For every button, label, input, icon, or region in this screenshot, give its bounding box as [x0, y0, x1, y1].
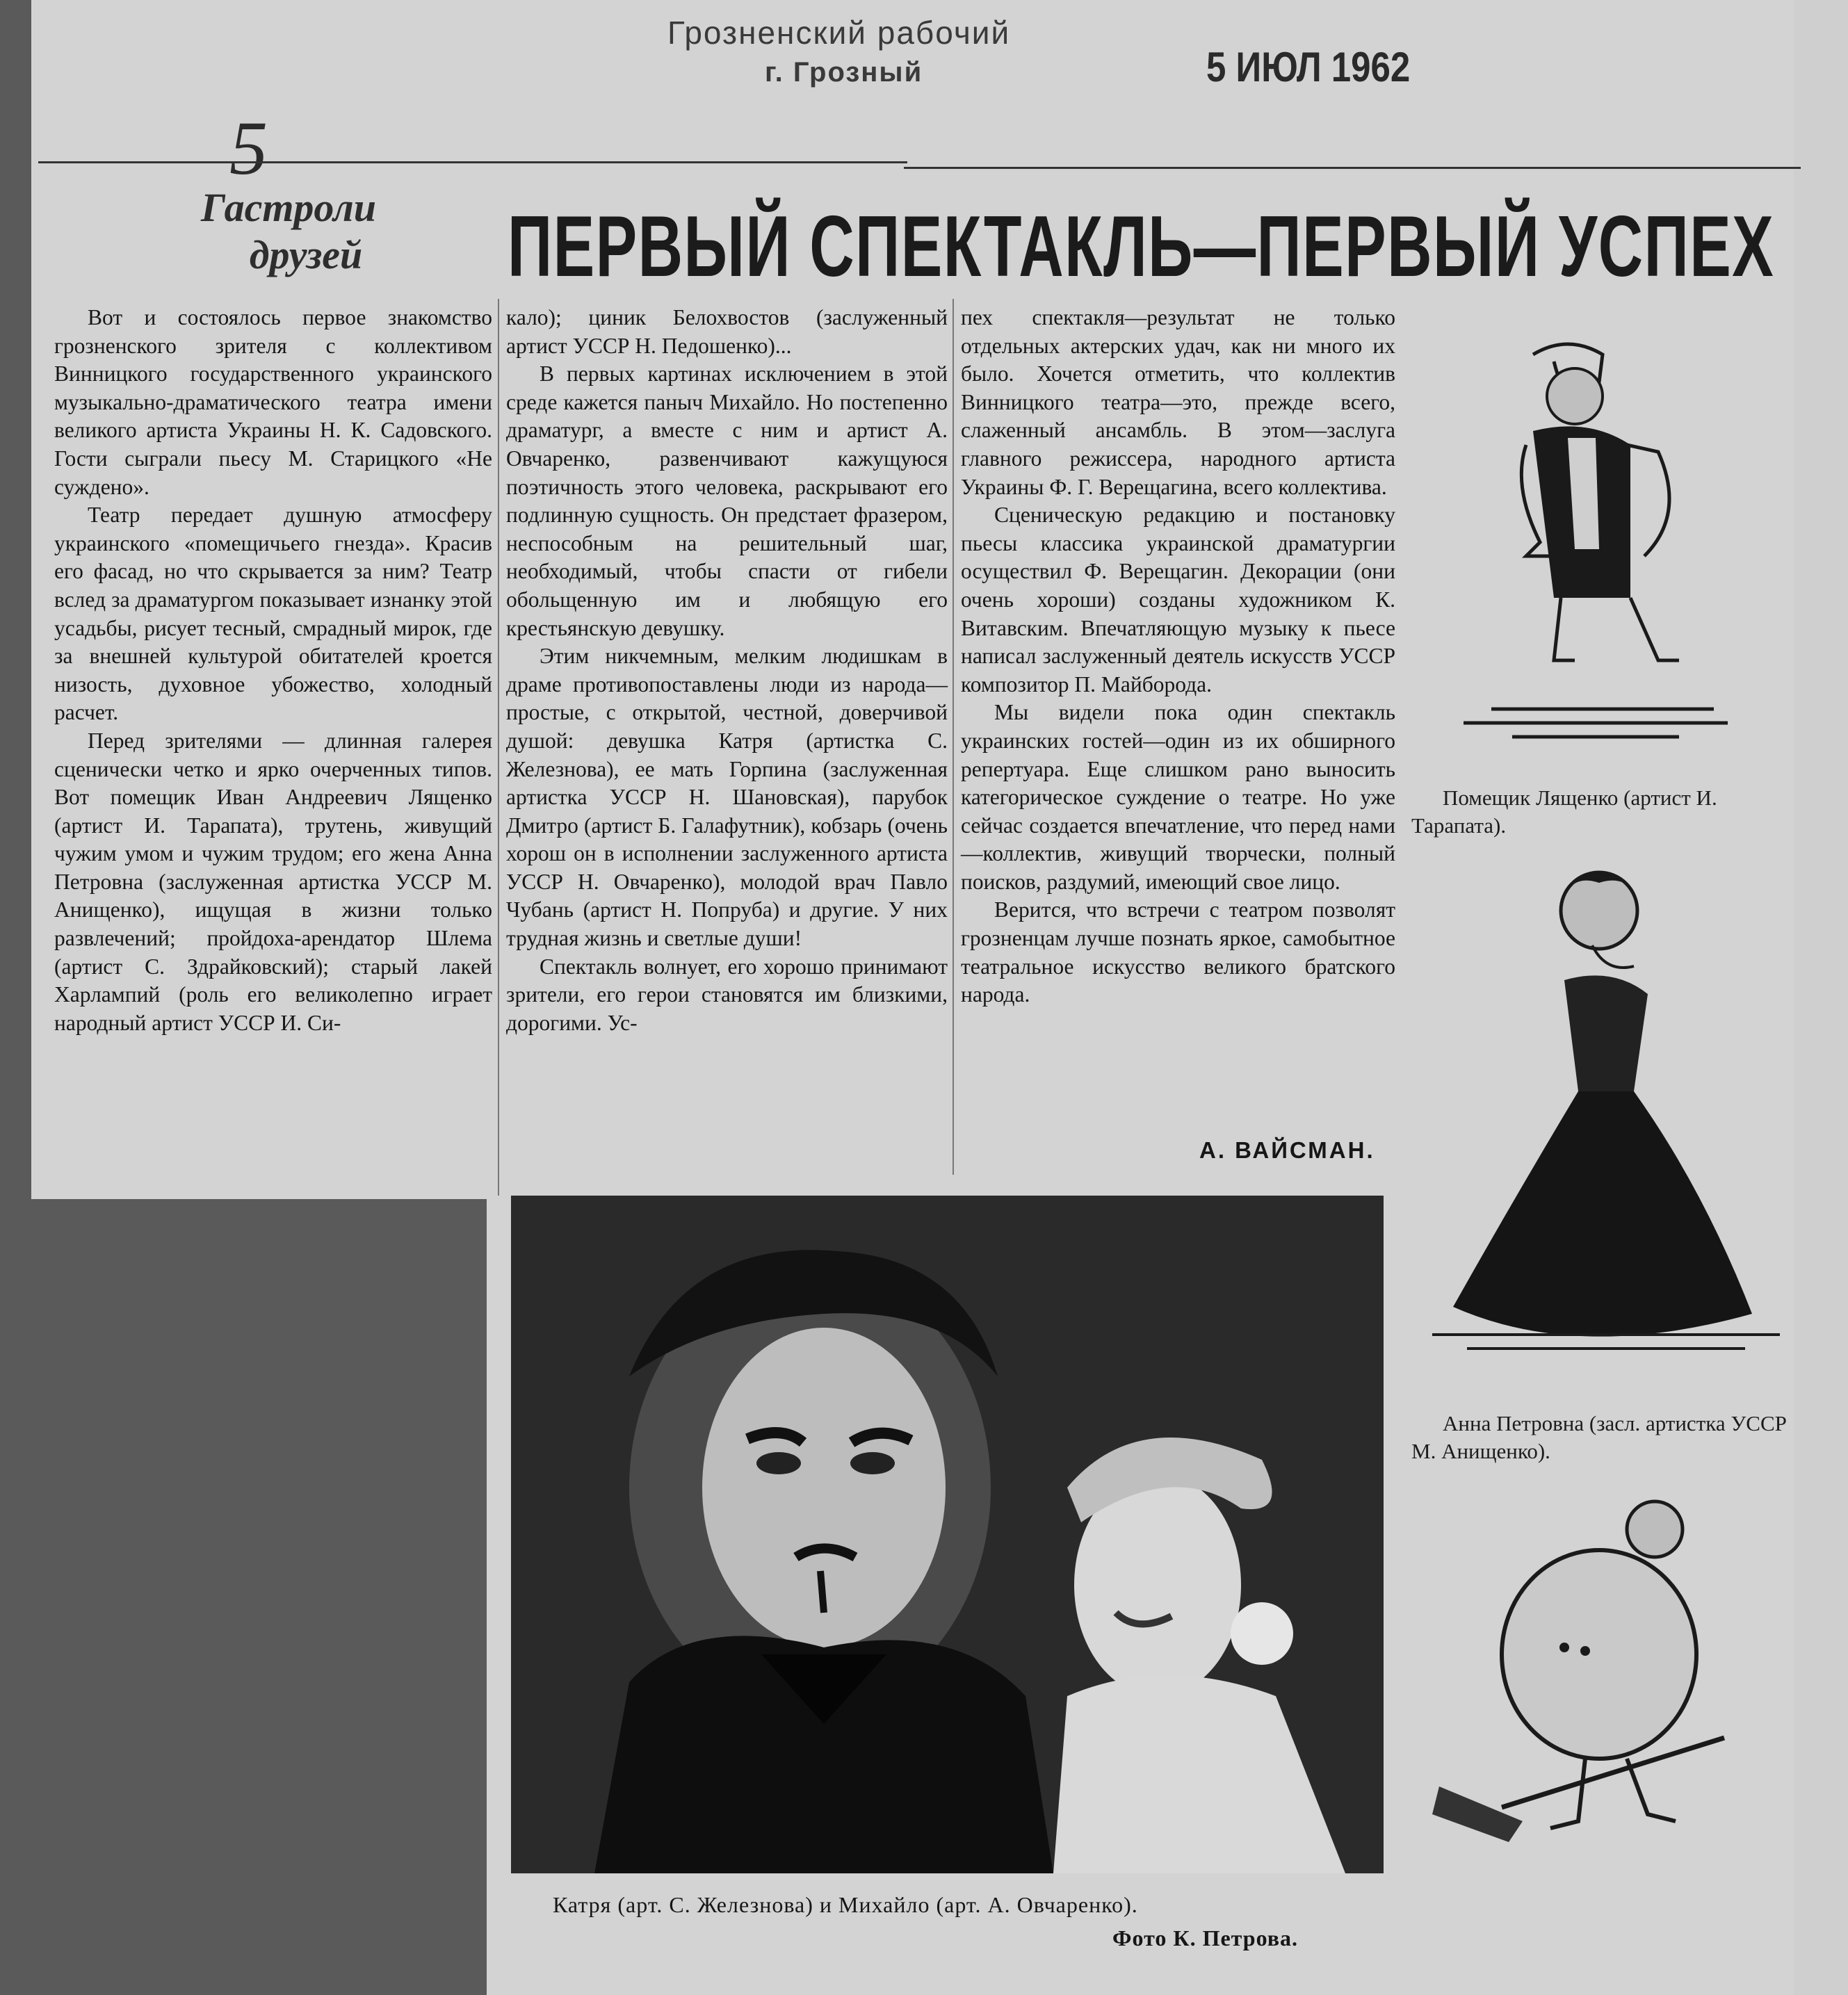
caricature-anna-petrovna-drawing — [1425, 862, 1787, 1362]
stage-photo — [511, 1196, 1384, 1873]
article-column-3 — [961, 304, 1395, 1009]
column-divider — [953, 299, 954, 1175]
photo-caption: Катря (арт. С. Железнова) и Михайло (арт. А. Овчаренко). — [553, 1892, 1138, 1917]
caricature-landowner — [1450, 334, 1742, 744]
newspaper-city: г. Грозный — [765, 57, 923, 88]
article-column-1 — [54, 304, 492, 1037]
newspaper-name: Грозненский рабочий — [667, 15, 1011, 51]
clipping-paper-edge — [1794, 0, 1848, 1995]
paragraph: Этим никчемным, мелким людишкам в драме противопоставлены люди из народа—простые, с открытой, честной, доверчивой душой: девушка Катря (артистка С. Железнова), ее мать Горпина (заслуженная артистка УССР Н. Шановская), парубок Дмитро (артист Б. Галафутник), кобзарь (очень хорош он в исполнении заслуженного артиста УССР Н. Овчаренко), молодой врач Павло Чубань (артист Н. Попруба) и другие. У них трудная жизнь и светлые души! — [506, 644, 948, 951]
handwritten-mark: 5 — [229, 106, 268, 190]
paragraph: Перед зрителями — длинная галерея сценически четко и ярко очерченных типов. Вот помещик Иван Андреевич Лященко (артист И. Тарапата), трутень, живущий чужим умом и чужим трудом; его жена Анна Петровна (заслуженная артистка УССР М. Анищенко), ищущая в жизни только развлечений; пройдоха-арендатор Шлема (артист С. Здрайковский); старый лакей Харлампий (роль его великолепно играет народный артист УССР И. Си- — [54, 728, 492, 1035]
rubric — [177, 184, 400, 279]
author-signature: А. ВАЙСМАН. — [1199, 1137, 1375, 1163]
caricature-servant-drawing — [1425, 1495, 1773, 1856]
paragraph: кало); циник Белохвостов (заслуженный артист УССР Н. Педошенко)... — [506, 305, 948, 358]
article-column-2 — [506, 304, 948, 1037]
paragraph: Вот и состоялось первое знакомство грозненского зрителя с коллективом Винницкого государственного украинского музыкально-драматического театра имени великого артиста Украины Н. К. Садовского. Гости сыграли пьесу М. Старицкого «Не суждено». — [54, 305, 492, 499]
date-stamp: 5 ИЮЛ 1962 — [1206, 44, 1411, 90]
paragraph: Сценическую редакцию и постановку пьесы классика украинской драматургии осуществил Ф. Верещагин. Декорации (они очень хороши) созданы художником К. Витавским. Впечатляющую музыку к пьесе написал заслуженный деятель искусств УССР композитор П. Майборода. — [961, 503, 1395, 697]
headline: ПЕРВЫЙ СПЕКТАКЛЬ—ПЕРВЫЙ УСПЕХ — [508, 199, 1775, 295]
sketch-caption-anna-petrovna: Анна Петровна (засл. артистка УССР М. Анищенко). — [1411, 1411, 1787, 1463]
paragraph: В первых картинах исключением в этой среде кажется паныч Михайло. Но постепенно драматург, а вместе с ним и артист А. Овчаренко, развенчивают кажущуюся поэтичность этого человека, раскрывают его подлинную сущность. Он предстает фразером, неспособным на решительный шаг, необходимый, чтобы спасти от гибели обольщенную им и любящую его крестьянскую девушку. — [506, 361, 948, 640]
caricature-servant-with-broom — [1425, 1495, 1773, 1856]
paragraph: Театр передает душную атмосферу украинского «помещичьего гнезда». Красив его фасад, но что скрывается за ним? Театр вслед за драматургом показывает изнанку этой усадьбы, рисует тесный, смрадный мирок, где за внешней культурой обитателей кроется низость, духовное убожество, холодный расчет. — [54, 503, 492, 725]
column-divider — [498, 299, 499, 1196]
top-rule — [38, 161, 907, 163]
stage-photo-image — [511, 1196, 1384, 1873]
paragraph: Верится, что встречи с театром позволят грозненцам лучше познать яркое, самобытное театральное искусство великого братского народа. — [961, 897, 1395, 1007]
top-rule-right — [904, 167, 1801, 169]
caricature-anna-petrovna — [1425, 862, 1787, 1362]
caricature-landowner-drawing — [1450, 334, 1742, 744]
photo-credit: Фото К. Петрова. — [1112, 1925, 1299, 1951]
paragraph: пех спектакля—результат не только отдельных актерских удач, как ни много их было. Хочется отметить, что коллектив Винницкого театра—это, прежде всего, слаженный ансамбль. В этом—заслуга главного режиссера, народного артиста Украины Ф. Г. Верещагина, всего коллектива. — [961, 305, 1395, 499]
sketch-caption-landowner: Помещик Лященко (артист И. Тарапата). — [1411, 785, 1717, 838]
rubric-line-1: Гастроли — [200, 185, 377, 230]
rubric-line-2: друзей — [249, 232, 363, 277]
paragraph: Мы видели пока один спектакль украинских гостей—один из их обширного репертуара. Еще слишком рано выносить категорическое суждение о театре. Но уже сейчас создается впечатление, что перед нами—коллектив, живущий творчески, полный поисков, раздумий, имеющий свое лицо. — [961, 700, 1395, 894]
paragraph: Спектакль волнует, его хорошо принимают зрители, его герои становятся им близкими, дорогими. Ус- — [506, 954, 948, 1035]
